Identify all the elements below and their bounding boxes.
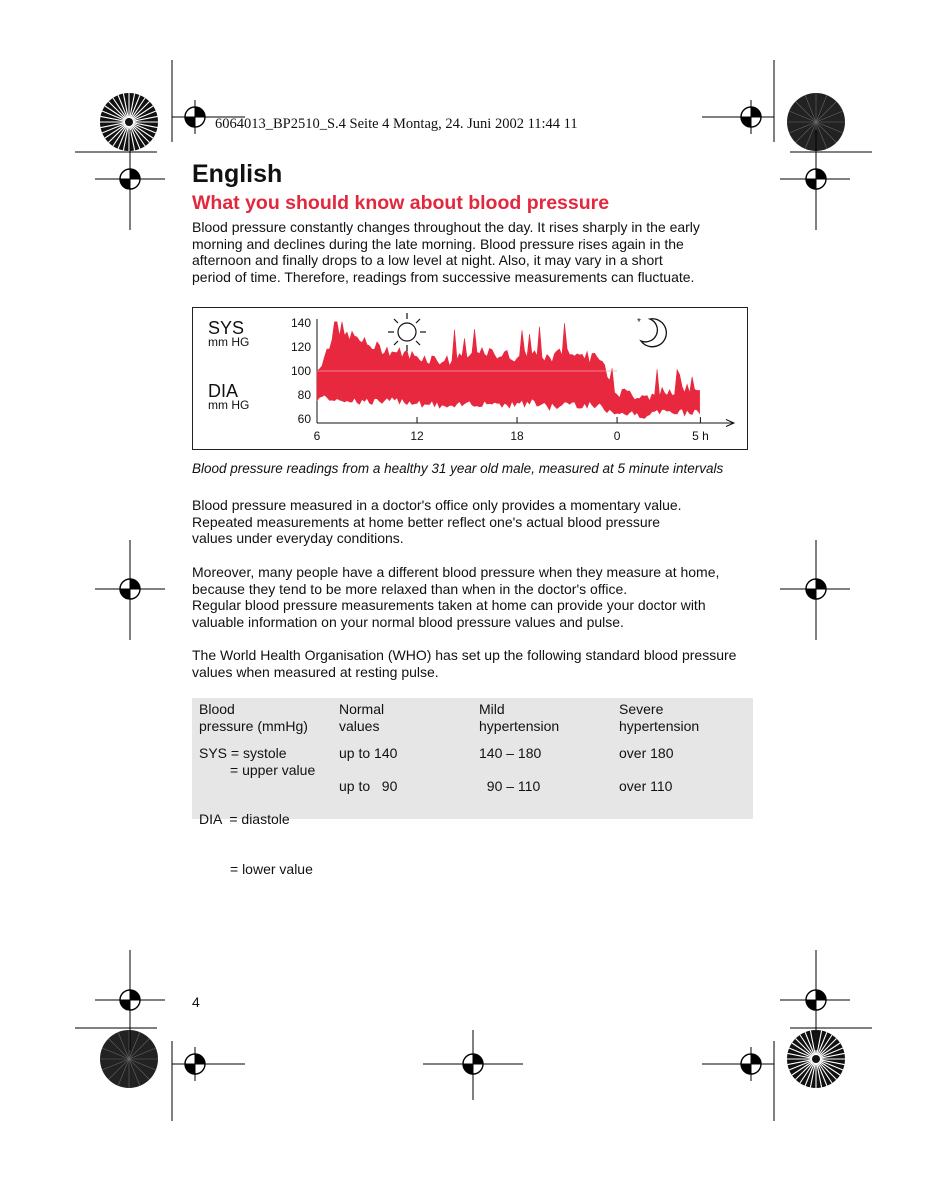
text-line: Blood pressure constantly changes throughout the day. It rises sharply in the early xyxy=(192,219,700,235)
x-axis-ticks xyxy=(313,417,733,443)
dia-unit-label: mm HG xyxy=(207,397,249,412)
text-line: values under everyday conditions. xyxy=(192,530,404,547)
series-areas xyxy=(317,321,700,418)
x-tick-label: 12 xyxy=(409,428,424,443)
page-number: 4 xyxy=(192,994,200,1010)
x-tick-label: 18 xyxy=(509,428,524,443)
intro-paragraph xyxy=(192,219,772,285)
chart-caption: Blood pressure readings from a healthy 31 year old male, measured at 5 minute intervals xyxy=(192,461,724,476)
table-cell: up to 140 xyxy=(339,745,398,761)
registration-crosshair-icon xyxy=(113,162,147,196)
sys-dia-area xyxy=(317,321,700,418)
moon-icon xyxy=(637,317,666,347)
registration-crosshair-icon xyxy=(799,983,833,1017)
registration-crosshair-icon xyxy=(113,983,147,1017)
table-header-cell: Blood pressure (mmHg) xyxy=(199,701,308,734)
y-tick-label: 80 xyxy=(297,387,311,402)
paragraph-home-measurement xyxy=(192,564,772,630)
table-cell: over 110 xyxy=(619,778,673,794)
who-classification-table xyxy=(192,698,753,877)
text-line: Blood pressure measured in a doctor's office only provides a momentary value. xyxy=(192,497,682,513)
table-header-cell: Normal values xyxy=(339,701,385,734)
text-line: afternoon and finally drops to a low level at night. Also, it may vary in a short xyxy=(192,252,663,269)
table-row-sys-label: SYS = systole = upper value xyxy=(199,745,316,778)
y-tick-label: 120 xyxy=(290,339,311,354)
print-slug: 6064013_BP2510_S.4 Seite 4 Montag, 24. Juni 2002 11:44 11 xyxy=(215,116,578,132)
text-line: morning and declines during the late morning. Blood pressure rises again in the xyxy=(192,235,684,252)
paragraph-who xyxy=(192,647,792,680)
table-cell: 90 – 110 xyxy=(479,778,541,794)
table-cell: over 180 xyxy=(619,745,674,761)
y-tick-label: 140 xyxy=(290,315,311,330)
registration-crosshair-icon xyxy=(178,100,212,134)
table-cell: 140 – 180 xyxy=(479,745,542,761)
page-title: English xyxy=(192,160,283,188)
table-cell: up to 90 xyxy=(339,778,398,794)
table-header-cell: Mild hypertension xyxy=(479,701,560,734)
text-line: Repeated measurements at home better reflect one's actual blood pressure xyxy=(192,513,661,530)
sun-icon xyxy=(388,313,426,351)
blood-pressure-chart xyxy=(192,307,748,450)
sys-label: SYS xyxy=(207,317,244,338)
x-tick-label: 6 xyxy=(313,428,320,443)
y-tick-label: 100 xyxy=(290,363,311,378)
registration-crosshair-icon xyxy=(799,162,833,196)
sys-unit-label: mm HG xyxy=(207,334,249,349)
chart-canvas xyxy=(192,307,748,450)
y-tick-label: 60 xyxy=(297,411,311,426)
y-axis-ticks xyxy=(290,316,316,426)
text-line: Moreover, many people have a different blood pressure when they measure at home, xyxy=(192,564,720,580)
text-line: valuable information on your normal blood pressure values and pulse. xyxy=(192,613,624,630)
registration-crosshair-icon xyxy=(799,572,833,606)
registration-crosshair-icon xyxy=(178,1047,212,1081)
registration-crosshair-icon xyxy=(734,100,768,134)
corner-starburst-icon xyxy=(100,93,158,151)
paragraph-doctor-office xyxy=(192,497,772,547)
section-title: What you should know about blood pressure xyxy=(192,192,610,214)
text-line: The World Health Organisation (WHO) has set up the following standard blood pressure xyxy=(192,647,737,663)
text-line: values when measured at resting pulse. xyxy=(192,663,439,680)
text-line: because they tend to be more relaxed than when in the doctor's office. xyxy=(192,580,628,597)
registration-crosshair-icon xyxy=(734,1047,768,1081)
corner-starburst-icon xyxy=(100,1030,158,1088)
table-header-cell: Severe hypertension xyxy=(619,701,700,734)
registration-crosshair-icon xyxy=(456,1047,490,1081)
dia-label: DIA xyxy=(207,380,238,401)
x-tick-label: 5 h xyxy=(691,428,709,443)
registration-crosshair-icon xyxy=(113,572,147,606)
text-line: Regular blood pressure measurements taken at home can provide your doctor with xyxy=(192,597,706,614)
svg-text:*: * xyxy=(636,316,641,328)
x-tick-label: 0 xyxy=(613,428,620,443)
text-line: period of time. Therefore, readings from successive measurements can fluctuate. xyxy=(192,268,695,285)
table-row-dia-label: DIA = diastole = lower value xyxy=(199,811,313,877)
